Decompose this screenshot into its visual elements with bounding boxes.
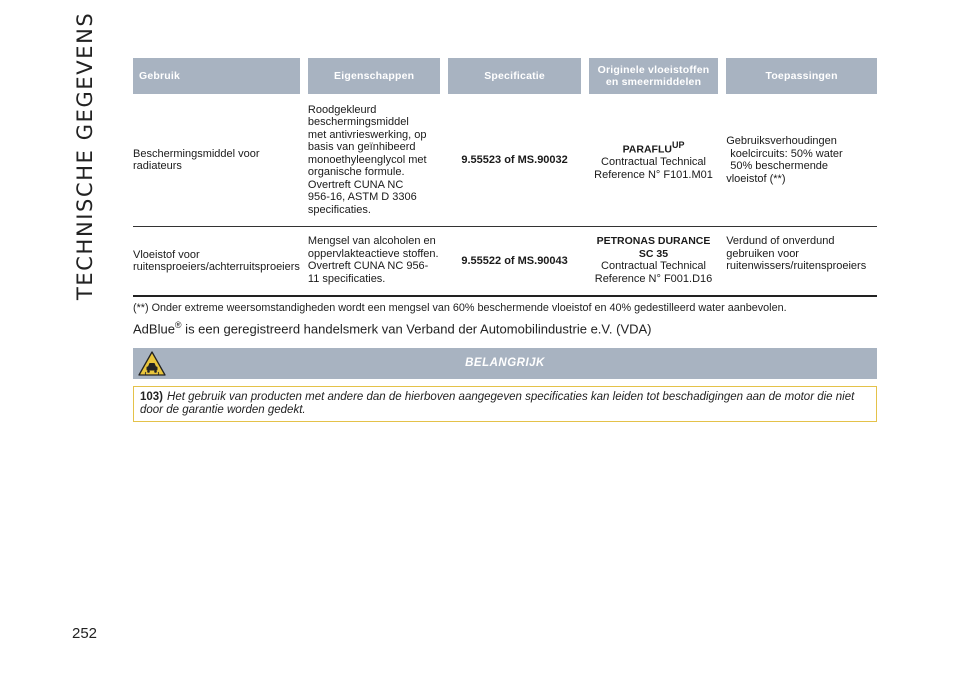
reference-line: Contractual Technical xyxy=(601,156,706,169)
properties-line: 11 specificaties. xyxy=(307,272,386,285)
table-header-row xyxy=(133,58,877,94)
properties-line: met antivrieswerking, op xyxy=(307,128,427,141)
cell-original-fluid xyxy=(589,94,718,227)
properties-line: Overtreft CUNA NC 956- xyxy=(307,260,429,272)
cell-use: Beschermingsmiddel voor radiateurs xyxy=(133,94,300,227)
properties-line: specificaties. xyxy=(307,203,371,216)
registered-mark: ® xyxy=(174,320,182,330)
applications-line: vloeistof (**) xyxy=(726,172,786,185)
section-title-vertical: TECHNISCHE GEGEVENS xyxy=(73,11,97,300)
brand-name: PARAFLU xyxy=(622,143,672,156)
note-text: Het gebruik van producten met andere dan de hierboven aangegeven specificaties kan leiden tot beschadigingen aan de motor die niet door de garantie worden gedekt. xyxy=(140,391,855,416)
applications-line: Gebruiksverhoudingen xyxy=(726,135,837,147)
table-row xyxy=(133,94,877,227)
adblue-word: AdBlue xyxy=(133,321,175,337)
important-note xyxy=(133,386,877,422)
cell-original-fluid xyxy=(589,227,718,297)
header-specification: Specificatie xyxy=(448,58,580,94)
properties-line: Roodgekleurd xyxy=(307,103,377,116)
cell-applications xyxy=(726,94,877,227)
adblue-text: is een geregistreerd handelsmerk van Verband der Automobilindustrie e.V. (VDA) xyxy=(181,321,652,337)
applications-line: koelcircuits: 50% water xyxy=(730,147,843,160)
cell-properties xyxy=(308,94,440,227)
cell-use: Vloeistof voor ruitensproeiers/achterruitsproeiers xyxy=(133,227,300,297)
applications-line: gebruiken voor xyxy=(726,247,799,260)
important-title: BELANGRIJK xyxy=(465,357,545,369)
properties-line: basis van geïnhibeerd xyxy=(307,141,416,154)
header-original-fluids: Originele vloeistoffen en smeermiddelen xyxy=(589,58,718,94)
reference-line: Reference N° F101.M01 xyxy=(594,168,713,181)
reference-line: Reference N° F001.D16 xyxy=(594,272,713,285)
important-banner xyxy=(133,348,877,379)
brand-superscript: UP xyxy=(671,139,685,150)
fluids-spec-table xyxy=(133,58,877,297)
header-properties: Eigenschappen xyxy=(308,58,440,94)
page-number: 252 xyxy=(72,625,98,642)
properties-line: monoethyleenglycol met xyxy=(307,153,427,166)
properties-line: Overtreft CUNA NC xyxy=(307,178,404,191)
properties-line: oppervlakteactieve stoffen. xyxy=(307,247,439,260)
properties-line: Mengsel van alcoholen en xyxy=(307,235,436,247)
properties-line: 956-16, ASTM D 3306 xyxy=(307,191,417,204)
cell-specification: 9.55523 of MS.90032 xyxy=(448,94,580,227)
adblue-trademark-note xyxy=(133,320,652,336)
cell-specification: 9.55522 of MS.90043 xyxy=(448,227,580,297)
applications-line: Verdund of onverdund xyxy=(726,235,835,247)
applications-line: 50% beschermende xyxy=(730,160,829,172)
cell-properties xyxy=(308,227,440,297)
header-applications: Toepassingen xyxy=(726,58,877,94)
applications-line: ruitenwissers/ruitensproeiers xyxy=(726,260,867,272)
header-use: Gebruik xyxy=(133,58,300,94)
brand-name: PETRONAS DURANCE SC 35 xyxy=(596,235,711,260)
cell-applications xyxy=(726,227,877,297)
properties-line: beschermingsmiddel xyxy=(307,116,409,129)
reference-line: Contractual Technical xyxy=(601,260,706,272)
table-row xyxy=(133,227,877,297)
footnote: (**) Onder extreme weersomstandigheden wordt een mengsel van 60% beschermende vloeistof en 40% gedestilleerd water aanbevolen. xyxy=(133,302,787,314)
note-number: 103) xyxy=(140,391,164,403)
properties-line: organische formule. xyxy=(307,166,405,179)
